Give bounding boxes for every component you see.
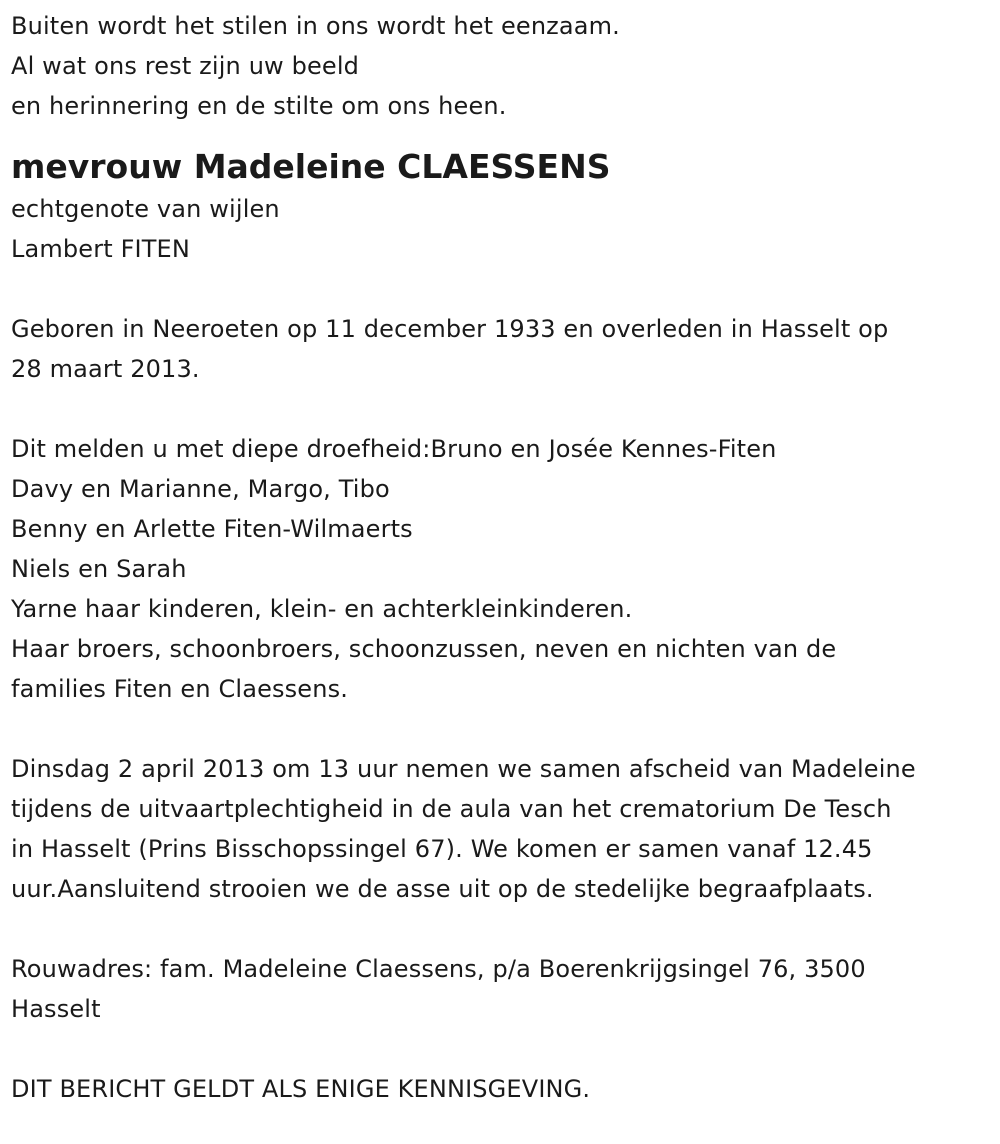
family-line: Benny en Arlette Fiten-Wilmaerts xyxy=(11,515,413,543)
closing-block xyxy=(11,1069,991,1109)
address-block xyxy=(11,949,991,1029)
ceremony-line: Dinsdag 2 april 2013 om 13 uur nemen we samen afscheid van Madeleine xyxy=(11,755,916,783)
spouse-name: Lambert FITEN xyxy=(11,235,190,263)
family-line: Davy en Marianne, Margo, Tibo xyxy=(11,475,390,503)
address-line: Hasselt xyxy=(11,995,101,1023)
spouse-block xyxy=(11,189,991,269)
ceremony-line: uur.Aansluitend strooien we de asse uit op de stedelijke begraafplaats. xyxy=(11,875,874,903)
family-block xyxy=(11,429,991,709)
relation-line: echtgenote van wijlen xyxy=(11,195,280,223)
poem-block xyxy=(11,6,991,126)
address-line: Rouwadres: fam. Madeleine Claessens, p/a Boerenkrijgsingel 76, 3500 xyxy=(11,955,866,983)
birth-death-line: 28 maart 2013. xyxy=(11,355,200,383)
deceased-name: mevrouw Madeleine CLAESSENS xyxy=(11,147,611,186)
ceremony-block xyxy=(11,749,991,909)
ceremony-line: in Hasselt (Prins Bisschopssingel 67). We komen er samen vanaf 12.45 xyxy=(11,835,873,863)
death-notice xyxy=(11,6,991,1109)
closing-text: DIT BERICHT GELDT ALS ENIGE KENNISGEVING. xyxy=(11,1075,591,1103)
family-line: Yarne haar kinderen, klein- en achterkleinkinderen. xyxy=(11,595,633,623)
poem-line: Al wat ons rest zijn uw beeld xyxy=(11,52,360,80)
poem-line: Buiten wordt het stilen in ons wordt het eenzaam. xyxy=(11,12,620,40)
poem-line: en herinnering en de stilte om ons heen. xyxy=(11,92,507,120)
family-line: Haar broers, schoonbroers, schoonzussen, neven en nichten van de xyxy=(11,635,837,663)
family-line: Dit melden u met diepe droefheid:Bruno en Josée Kennes-Fiten xyxy=(11,435,777,463)
ceremony-line: tijdens de uitvaartplechtigheid in de aula van het crematorium De Tesch xyxy=(11,795,892,823)
family-line: families Fiten en Claessens. xyxy=(11,675,349,703)
birth-death-block xyxy=(11,309,991,389)
family-line: Niels en Sarah xyxy=(11,555,187,583)
birth-death-line: Geboren in Neeroeten op 11 december 1933 en overleden in Hasselt op xyxy=(11,315,889,343)
